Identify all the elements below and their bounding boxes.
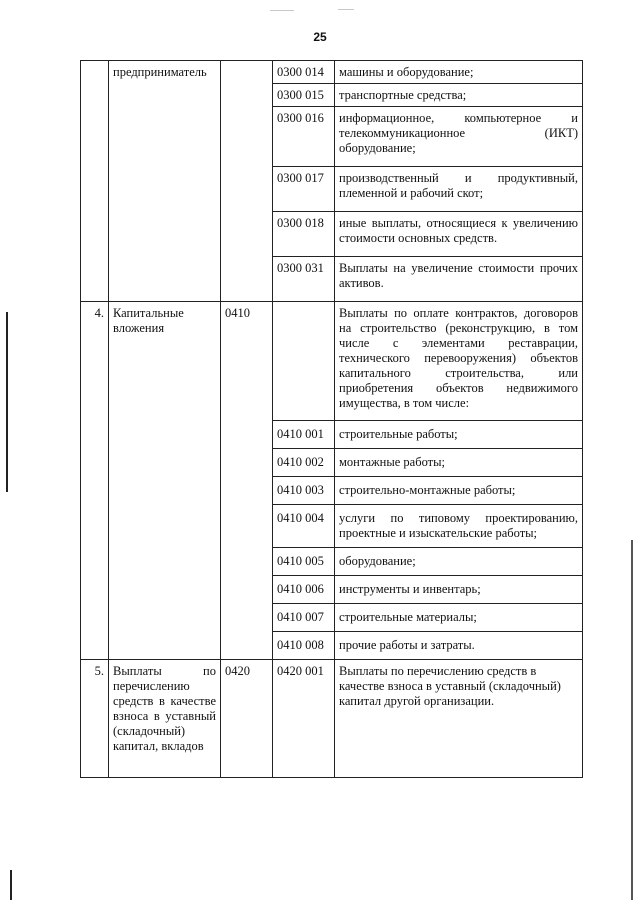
description-cell: оборудование; [335,548,583,576]
scan-mark-left-top [6,312,8,492]
subcode-cell: 0410 004 [273,505,335,548]
subcode-cell: 0300 014 [273,61,335,84]
page-number: 25 [313,30,327,44]
description-cell: Выплаты по оплате контрактов, договоров на строительство (реконструкцию, в том числе с элементами реставрации, технического перевооружения) объектов капитального строительства, или приобретения объектов недвижимого имущества, в том числе: [335,302,583,421]
description-cell: монтажные работы; [335,449,583,477]
description-cell: строительные материалы; [335,604,583,632]
subcode-cell: 0410 008 [273,632,335,660]
subcode-cell: 0410 007 [273,604,335,632]
subcode-cell: 0410 006 [273,576,335,604]
code-cell: 0420 [221,660,273,778]
speck [270,10,294,11]
description-cell: иные выплаты, относящиеся к увеличению стоимости основных средств. [335,212,583,257]
subcode-cell [273,302,335,421]
description-cell: прочие работы и затраты. [335,632,583,660]
subcode-cell: 0300 016 [273,107,335,167]
speck [338,9,354,10]
description-cell: производственный и продуктивный, племенной и рабочий скот; [335,167,583,212]
subcode-cell: 0420 001 [273,660,335,778]
category-cell: Выплаты по перечислению средств в качестве взноса в уставный (складочный) капитал, вкладов [109,660,221,778]
description-cell: машины и оборудование; [335,61,583,84]
table-row [81,302,583,421]
category-text: Капитальные вложения [113,306,184,335]
row-number: 4. [81,302,109,660]
row-number [81,61,109,302]
subcode-cell: 0410 001 [273,421,335,449]
subcode-cell: 0300 031 [273,257,335,302]
scan-mark-left-bottom [10,870,12,900]
description-cell: строительно-монтажные работы; [335,477,583,505]
description-cell: инструменты и инвентарь; [335,576,583,604]
subcode-cell: 0410 003 [273,477,335,505]
code-cell [221,61,273,302]
table-row [81,61,583,84]
row-number: 5. [81,660,109,778]
description-cell: услуги по типовому проектированию, проектные и изыскательские работы; [335,505,583,548]
subcode-cell: 0410 002 [273,449,335,477]
subcode-cell: 0300 018 [273,212,335,257]
category-cell [109,302,221,660]
description-cell: транспортные средства; [335,84,583,107]
subcode-cell: 0300 017 [273,167,335,212]
subcode-cell: 0300 015 [273,84,335,107]
description-cell: строительные работы; [335,421,583,449]
budget-table [80,60,583,778]
code-cell: 0410 [221,302,273,660]
description-cell: Выплаты по перечислению средств в качестве взноса в уставный (складочный) капитал другой организации. [335,660,583,778]
subcode-cell: 0410 005 [273,548,335,576]
table-row [81,660,583,778]
description-cell: информационное, компьютерное и телекоммуникационное (ИКТ) оборудование; [335,107,583,167]
category-cell: предприниматель [109,61,221,302]
description-cell: Выплаты на увеличение стоимости прочих активов. [335,257,583,302]
scan-mark-right [631,540,633,900]
